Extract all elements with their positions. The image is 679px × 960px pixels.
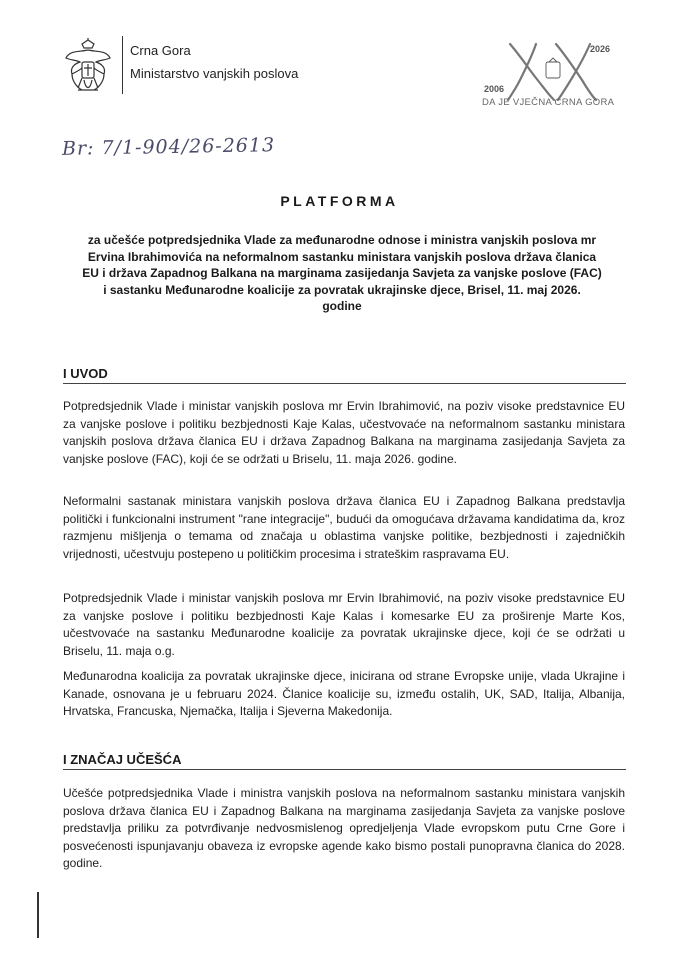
montenegro-coat-of-arms-icon <box>62 38 114 98</box>
anniversary-year-start: 2006 <box>484 84 505 94</box>
org-ministry: Ministarstvo vanjskih poslova <box>130 66 299 81</box>
anniversary-motto: DA JE VJEČNA CRNA GORA <box>482 97 615 108</box>
paragraph: Učešće potpredsjednika Vlade i ministra vanjskih poslova na neformalnom sastanku ministara vanjskih poslova država članica EU i Zapadnog Balkana na marginama zasijedanja Savjeta za vanjske poslove predstavlja priliku za potvrđivanje nedvosmislenog opredjeljenja Vlade evropskom putu Crne Gore i posvećenosti ispunjavanju obaveza iz evropske agende kako bismo postali punopravna članica do 2028. godine. <box>63 786 625 871</box>
section-heading-uvod: I UVOD <box>63 366 108 381</box>
document-title: PLATFORMA <box>280 193 399 209</box>
section-rule <box>63 383 626 384</box>
paragraph: Potpredsjednik Vlade i ministar vanjskih poslova mr Ervin Ibrahimović, na poziv visoke predstavnice EU za vanjske poslove i politiku bezbjednosti Kaje Kalas i komesarke EU za proširenje Marte Kos, učestvovaće na sastanku Međunarodne koalicije za povratak ukrajinske djece, koji će se održati u Briselu, 11. maja o.g. <box>63 591 625 658</box>
margin-mark <box>37 892 39 938</box>
section-rule <box>63 769 626 770</box>
paragraph: Neformalni sastanak ministara vanjskih poslova država članica EU i Zapadnog Balkana predstavlja politički i funkcionalni instrument "rane integracije", budući da omogućava državama kandidatima da, kroz razmjenu mišljenja o temama od značaja u oblastima vanjske politike, bezbjednosti i zajedničkih vrijednosti, učestvuju postepeno u političkim procesima i strateškim raspravama EU. <box>63 494 625 561</box>
reference-number: Br: 7/1-904/26-2613 <box>61 134 276 160</box>
paragraph: Međunarodna koalicija za povratak ukrajinske djece, inicirana od strane Evropske unije, vlada Ukrajine i Kanade, osnovana je u februaru 2024. Članice koalicije su, između ostalih, UK, SAD, Italija, Albanija, Hrvatska, Francuska, Njemačka, Italija i Sjeverna Makedonija. <box>63 669 625 719</box>
header-divider <box>122 36 123 94</box>
paragraph: Potpredsjednik Vlade i ministar vanjskih poslova mr Ervin Ibrahimović, na poziv visoke predstavnice EU za vanjske poslove i politiku bezbjednosti Kaje Kalas, učestvovaće na neformalnom sastanku ministara vanjskih poslova država članica EU i država Zapadnog Balkana na marginama zasijedanja Savjeta za vanjske poslove (FAC), koji će se održati u Briselu, 11. maja 2026. godine. <box>63 399 625 466</box>
section-heading-znacaj: I ZNAČAJ UČEŠĆA <box>63 752 182 767</box>
org-country: Crna Gora <box>130 43 191 58</box>
anniversary-year-end: 2026 <box>590 44 611 54</box>
document-subtitle: za učešće potpredsjednika Vlade za međunarodne odnose i ministra vanjskih poslova mr Ervina Ibrahimovića na neformalnom sastanku ministara vanjskih poslova država članica EU i država Zapadnog Balkana na marginama zasijedanja Savjeta za vanjske poslove (FAC) i sastanku Međunarodne koalicije za povratak ukrajinske djece, Brisel, 11. maj 2026. godine <box>82 233 602 313</box>
